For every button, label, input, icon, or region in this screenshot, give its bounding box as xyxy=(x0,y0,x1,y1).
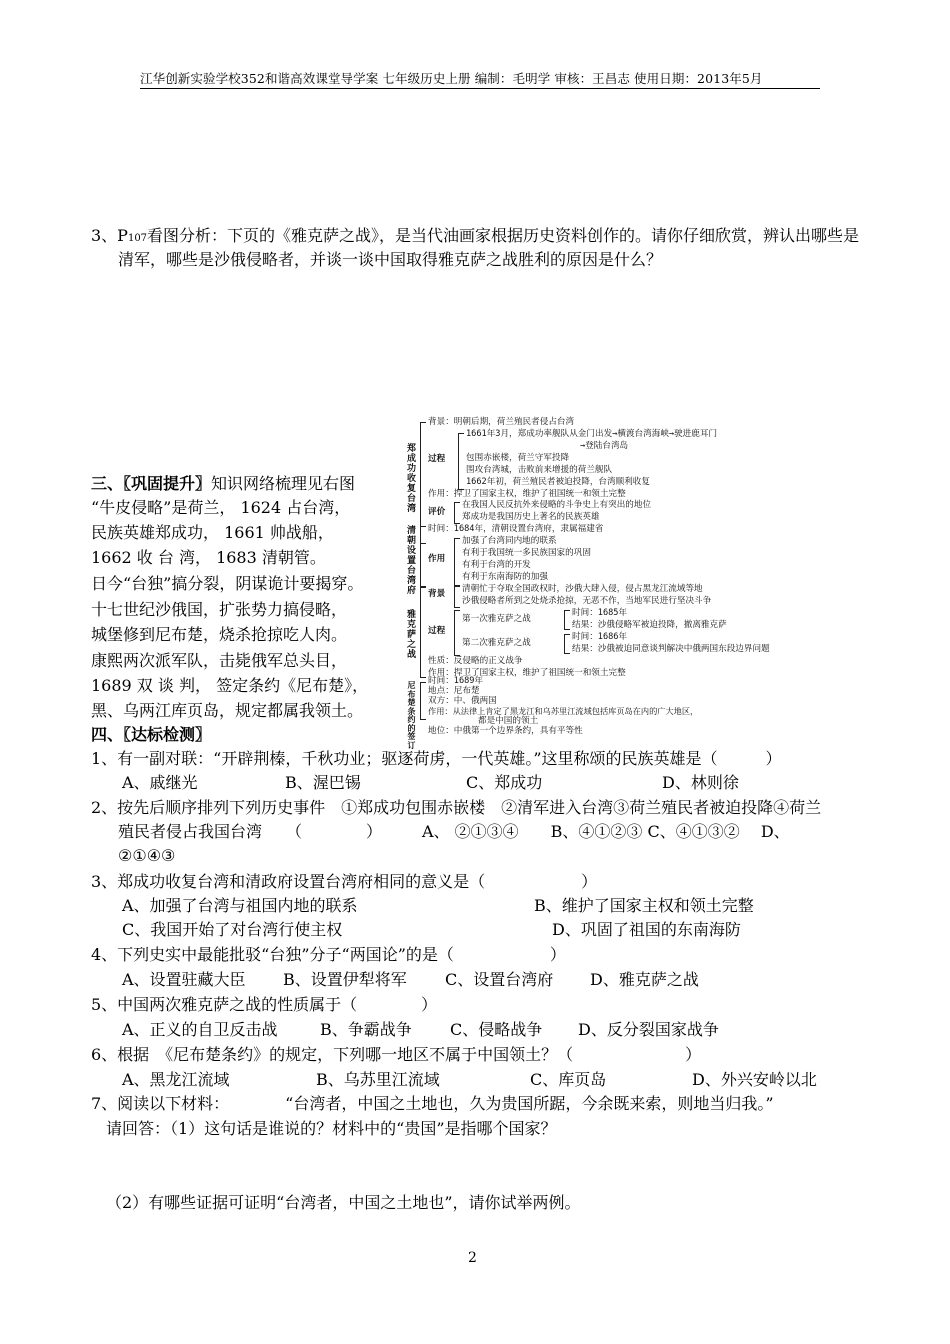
diagram-brace xyxy=(420,586,426,678)
diagram-brace xyxy=(454,586,460,608)
poem-line-8: 1689 双 谈 判， 签定条约《尼布楚》， xyxy=(91,676,369,695)
diagram-line: 时间：1684年，清朝设置台湾府，隶属福建省 xyxy=(428,524,604,534)
poem-line-3: 1662 收 台 湾， 1683 清朝管。 xyxy=(91,548,326,567)
diagram-brace xyxy=(564,634,570,654)
q5-option-a[interactable]: A、正义的自卫反击战 xyxy=(122,1020,278,1039)
poem-line-6: 城堡修到尼布楚，烧杀抢掠吃人肉。 xyxy=(91,625,348,644)
q3-prefix: 3、P xyxy=(91,226,128,245)
diagram-line: 有利于东南海防的加强 xyxy=(462,572,548,582)
section3-title: 三、〖巩固提升〗 xyxy=(91,474,212,493)
q6-option-b[interactable]: B、乌苏里江流域 xyxy=(316,1070,440,1089)
diagram-line: 包围赤嵌楼，荷兰守军投降 xyxy=(466,453,570,463)
question-3: 3、郑成功收复台湾和清政府设置台湾府相同的意义是（ ） xyxy=(91,872,598,891)
diagram-line: →登陆台湾岛 xyxy=(580,441,629,451)
section3-heading xyxy=(91,474,355,494)
diagram-line: 地点：尼布楚 xyxy=(428,686,480,696)
q3-option-b[interactable]: B、维护了国家主权和领土完整 xyxy=(534,896,754,915)
question-1: 1、有一副对联：“开辟荆榛，千秋功业；驱逐荷虏，一代英雄。”这里称颂的民族英雄是（ ） xyxy=(91,749,782,768)
question-7: 7、阅读以下材料： “台湾者，中国之土地也，久为贵国所踞，今余既来索，则地当归我。” xyxy=(91,1094,774,1113)
diagram-label: 背景 xyxy=(428,589,446,599)
poem-line-5: 十七世纪沙俄国，扩张势力搞侵略， xyxy=(91,600,348,619)
diagram-line: 都是中国的领土 xyxy=(478,716,539,726)
section4-heading: 四、〖达标检测〗 xyxy=(91,725,212,744)
q5-option-b[interactable]: B、争霸战争 xyxy=(320,1020,412,1039)
question-4: 4、下列史实中最能批驳“台独”分子“两国论”的是（ ） xyxy=(91,945,566,964)
diagram-label: 作用 xyxy=(428,554,446,564)
diagram-group-nibuchu: 尼布楚条约的签订 xyxy=(407,681,416,750)
diagram-line: 在我国人民反抗外来侵略的斗争史上有突出的地位 xyxy=(462,500,652,510)
diagram-brace xyxy=(420,526,426,588)
diagram-line: 时间：1689年 xyxy=(428,676,484,686)
diagram-line: 第一次雅克萨之战 xyxy=(462,614,531,624)
diagram-line: 郑成功是我国历史上著名的民族英雄 xyxy=(462,512,600,522)
diagram-line: 1661年3月，郑成功率舰队从金门出发→横渡台湾海峡→驶进鹿耳门 xyxy=(466,429,718,439)
poem-line-4: 日今“台独”搞分裂，阴谋诡计要揭穿。 xyxy=(91,574,364,593)
diagram-label: 评价 xyxy=(428,507,446,517)
diagram-group-yakesa: 雅克萨之战 xyxy=(406,610,416,660)
diagram-line: 性质：反侵略的正义战争 xyxy=(428,656,523,666)
page-number: 2 xyxy=(468,1250,477,1266)
diagram-line: 结果：沙俄被迫同意谈判解决中俄两国东段边界问题 xyxy=(572,644,770,654)
diagram-line: 作用：捍卫了国家主权，维护了祖国统一和领土完整 xyxy=(428,668,626,678)
diagram-line: 第二次雅克萨之战 xyxy=(462,638,531,648)
poem-line-1: “牛皮侵略”是荷兰， 1624 占台湾， xyxy=(91,498,351,517)
q5-option-c[interactable]: C、侵略战争 xyxy=(450,1020,543,1039)
q4-option-d[interactable]: D、雅克萨之战 xyxy=(590,970,699,989)
poem-line-9: 黑、乌两江库页岛，规定都属我领土。 xyxy=(91,701,364,720)
diagram-line: 背景：明朝后期，荷兰殖民者侵占台湾 xyxy=(428,417,575,427)
q3-text1: 看图分析：下页的《雅克萨之战》，是当代油画家根据历史资料创作的。请你仔细欣赏，辨认出哪些是 xyxy=(147,226,860,245)
question-2-line1: 2、按先后顺序排列下列历史事件 ①郑成功包围赤嵌楼 ②清军进入台湾③荷兰殖民者被迫投降④荷兰 xyxy=(91,798,822,817)
diagram-label: 过程 xyxy=(428,454,446,464)
question-6: 6、根据 《尼布楚条约》的规定，下列哪一地区不属于中国领土？（ ） xyxy=(91,1045,702,1064)
q1-option-c[interactable]: C、郑成功 xyxy=(466,773,543,792)
diagram-brace xyxy=(420,682,426,720)
diagram-brace xyxy=(454,502,460,524)
q6-option-a[interactable]: A、黑龙江流域 xyxy=(122,1070,230,1089)
page-header: 江华创新实验学校352和谐高效课堂导学案 七年级历史上册 编制：毛明学 审核：王昌志 使用日期：2013年5月 xyxy=(140,69,820,89)
question-7-part1: 请回答：（1）这句话是谁说的？材料中的“贵国”是指哪个国家？ xyxy=(106,1119,557,1138)
diagram-brace xyxy=(454,610,460,656)
q1-option-b[interactable]: B、渥巴锡 xyxy=(285,773,361,792)
q4-option-a[interactable]: A、设置驻藏大臣 xyxy=(122,970,246,989)
diagram-line: 结果：沙俄侵略军被迫投降，撤离雅克萨 xyxy=(572,620,727,630)
diagram-line: 时间：1685年 xyxy=(572,608,628,618)
diagram-brace xyxy=(458,433,464,490)
diagram-line: 作用：从法律上肯定了黑龙江和乌苏里江流域包括库页岛在内的广大地区， xyxy=(428,706,699,716)
poem-line-2: 民族英雄郑成功， 1661 帅战船， xyxy=(91,523,334,542)
diagram-line: 沙俄侵略者所到之处烧杀抢掠，无恶不作，当地军民进行坚决斗争 xyxy=(462,596,712,606)
diagram-line: 地位：中俄第一个边界条约，具有平等性 xyxy=(428,726,583,736)
diagram-line: 加强了台湾同内地的联系 xyxy=(462,536,557,546)
q5-option-d[interactable]: D、反分裂国家战争 xyxy=(578,1020,719,1039)
diagram-label: 过程 xyxy=(428,626,446,636)
q4-option-b[interactable]: B、设置伊犁将军 xyxy=(283,970,407,989)
diagram-brace xyxy=(564,610,570,630)
diagram-line: 双方：中、俄两国 xyxy=(428,696,497,706)
q3-analysis-line1 xyxy=(91,226,859,249)
knowledge-network-diagram xyxy=(400,414,865,750)
diagram-line: 1662年初，荷兰殖民者被迫投降，台湾顺利收复 xyxy=(466,477,650,487)
question-2-line3: ②①④③ xyxy=(118,846,176,865)
q1-option-d[interactable]: D、林则徐 xyxy=(662,773,739,792)
q3-option-a[interactable]: A、加强了台湾与祖国内地的联系 xyxy=(122,896,358,915)
q3-page-sub: 107 xyxy=(127,233,148,244)
q1-option-a[interactable]: A、戚继光 xyxy=(122,773,198,792)
diagram-group-taiwanfu: 清朝设置台湾府 xyxy=(406,526,416,596)
q3-option-d[interactable]: D、巩固了祖国的东南海防 xyxy=(552,920,741,939)
diagram-line: 时间：1686年 xyxy=(572,632,628,642)
diagram-line: 围攻台湾城，击败前来增援的荷兰舰队 xyxy=(466,465,613,475)
diagram-line: 作用：捍卫了国家主权，维护了祖国统一和领土完整 xyxy=(428,489,626,499)
q6-option-d[interactable]: D、外兴安岭以北 xyxy=(692,1070,817,1089)
question-2-line2: 殖民者侵占我国台湾 （ ） A、 ②①③④ B、④①②③ C、④①③② D、 xyxy=(118,822,790,841)
q4-option-c[interactable]: C、设置台湾府 xyxy=(445,970,554,989)
diagram-line: 有利于我国统一多民族国家的巩固 xyxy=(462,548,591,558)
section3-subtitle: 知识网络梳理见右图 xyxy=(211,474,356,493)
question-5: 5、中国两次雅克萨之战的性质属于（ ） xyxy=(91,995,438,1014)
question-7-part2: （2）有哪些证据可证明“台湾者，中国之土地也”，请你试举两例。 xyxy=(106,1193,581,1212)
diagram-group-zhengchenggong: 郑成功收复台湾 xyxy=(406,444,416,514)
diagram-line: 清朝忙于夺取全国政权时，沙俄大肆入侵，侵占黑龙江流域等地 xyxy=(462,584,703,594)
q6-option-c[interactable]: C、库页岛 xyxy=(530,1070,607,1089)
q3-option-c[interactable]: C、我国开始了对台湾行使主权 xyxy=(122,920,343,939)
poem-line-7: 康熙两次派军队，击毙俄军总头目， xyxy=(91,651,348,670)
diagram-brace xyxy=(454,538,460,586)
q3-analysis-line2: 清军，哪些是沙俄侵略者，并谈一谈中国取得雅克萨之战胜利的原因是什么？ xyxy=(118,250,663,269)
diagram-line: 有利于台湾的开发 xyxy=(462,560,531,570)
